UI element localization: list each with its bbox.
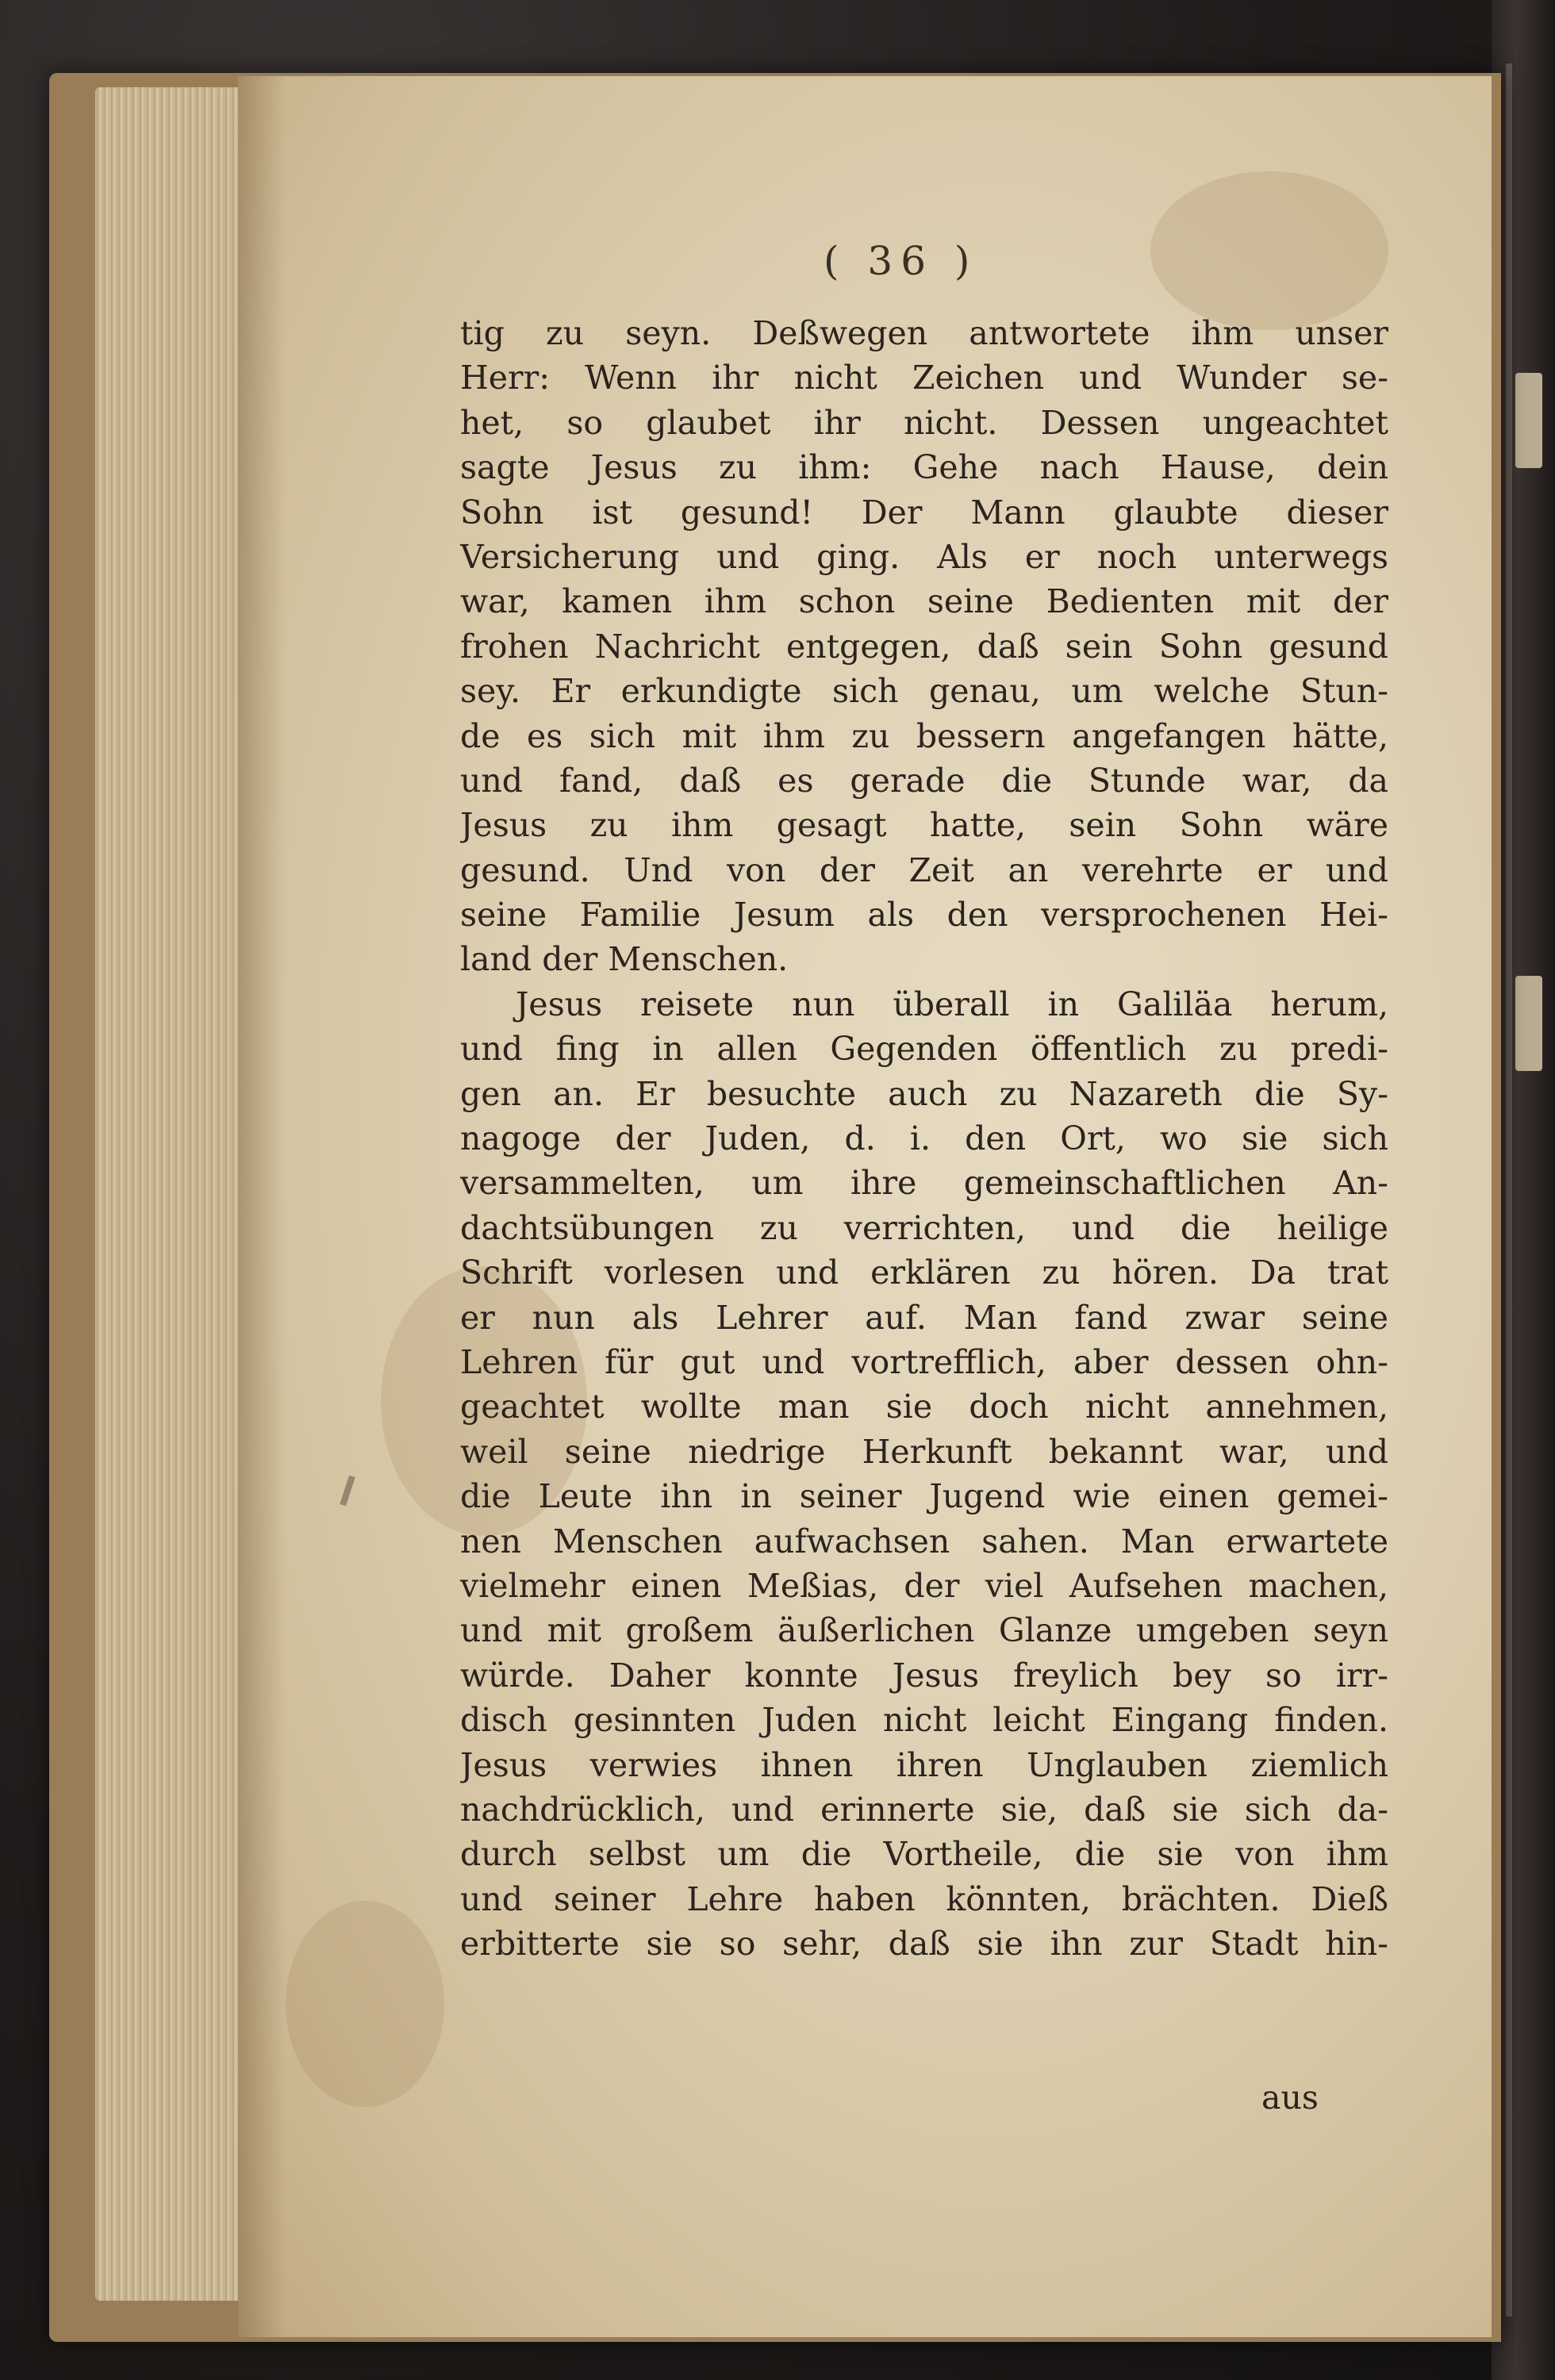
text-line: tig zu seyn. Deßwegen antwortete ihm unser (460, 314, 1388, 352)
text-line: Sohn ist gesund! Der Mann glaubte dieser (460, 493, 1388, 532)
text-line: er nun als Lehrer auf. Man fand zwar seine (460, 1298, 1388, 1337)
text-line: versammelten, um ihre gemeinschaftlichen An- (460, 1164, 1388, 1203)
text-line: disch gesinnten Juden nicht leicht Eingang finden. (460, 1701, 1388, 1740)
text-line: sagte Jesus zu ihm: Gehe nach Hause, dein (460, 448, 1388, 487)
text-line: und mit großem äußerlichen Glanze umgeben seyn (460, 1611, 1388, 1650)
text-line: de es sich mit ihm zu bessern angefangen hätte, (460, 716, 1388, 755)
page-stack-edges (95, 87, 262, 2301)
text-line: würde. Daher konnte Jesus freylich bey so irr- (460, 1656, 1388, 1695)
text-line: nagoge der Juden, d. i. den Ort, wo sie sich (460, 1119, 1388, 1158)
text-line: und fand, daß es gerade die Stunde war, da (460, 761, 1388, 800)
text-line: durch selbst um die Vortheile, die sie von ihm (460, 1835, 1388, 1874)
catchword: aus (1261, 2079, 1319, 2117)
text-line: und seiner Lehre haben könnten, brächten. Dieß (460, 1879, 1388, 1918)
paper-stain (286, 1901, 444, 2107)
page-tab (1515, 373, 1542, 468)
text-line: dachtsübungen zu verrichten, und die heilige (460, 1208, 1388, 1247)
text-line: war, kamen ihm schon seine Bedienten mit der (460, 582, 1388, 621)
text-line: Jesus reisete nun überall in Galiläa herum, (516, 985, 1388, 1023)
text-line: Jesus zu ihm gesagt hatte, sein Sohn wäre (460, 806, 1388, 845)
right-cover-edge (1492, 0, 1555, 2380)
text-line: Versicherung und ging. Als er noch unterwegs (460, 537, 1388, 576)
text-line: und fing in allen Gegenden öffentlich zu predi- (460, 1030, 1388, 1069)
text-line: nachdrücklich, und erinnerte sie, daß sie sich da- (460, 1790, 1388, 1829)
text-line: gen an. Er besuchte auch zu Nazareth die Sy- (460, 1074, 1388, 1113)
text-line: Herr: Wenn ihr nicht Zeichen und Wunder se- (460, 359, 1388, 397)
text-line: die Leute ihn in seiner Jugend wie einen gemei- (460, 1477, 1388, 1516)
text-line: weil seine niedrige Herkunft bekannt war, und (460, 1432, 1388, 1471)
text-line: frohen Nachricht entgegen, daß sein Sohn gesund (460, 627, 1388, 666)
text-line: erbitterte sie so sehr, daß sie ihn zur Stadt hin- (460, 1925, 1388, 1964)
text-line: gesund. Und von der Zeit an verehrte er und (460, 850, 1388, 889)
text-line: geachtet wollte man sie doch nicht annehmen, (460, 1388, 1388, 1426)
text-line: Lehren für gut und vortrefflich, aber dessen ohn- (460, 1342, 1388, 1381)
text-line: sey. Er erkundigte sich genau, um welche Stun- (460, 672, 1388, 711)
text-line: het, so glaubet ihr nicht. Dessen ungeachtet (460, 403, 1388, 442)
text-line: seine Familie Jesum als den versprochenen Hei- (460, 896, 1388, 935)
page-tab (1515, 976, 1542, 1071)
text-line: Jesus verwies ihnen ihren Unglauben ziemlich (460, 1745, 1388, 1784)
body-text (460, 311, 1388, 1966)
cover-binding-edge (1506, 63, 1512, 2317)
text-line: Schrift vorlesen und erklären zu hören. Da trat (460, 1253, 1388, 1292)
text-line: vielmehr einen Meßias, der viel Aufsehen machen, (460, 1566, 1388, 1605)
page-number: ( 36 ) (824, 238, 978, 284)
paper-stain (1150, 171, 1388, 330)
text-line: nen Menschen aufwachsen sahen. Man erwartete (460, 1522, 1388, 1560)
text-line: land der Menschen. (460, 940, 789, 979)
